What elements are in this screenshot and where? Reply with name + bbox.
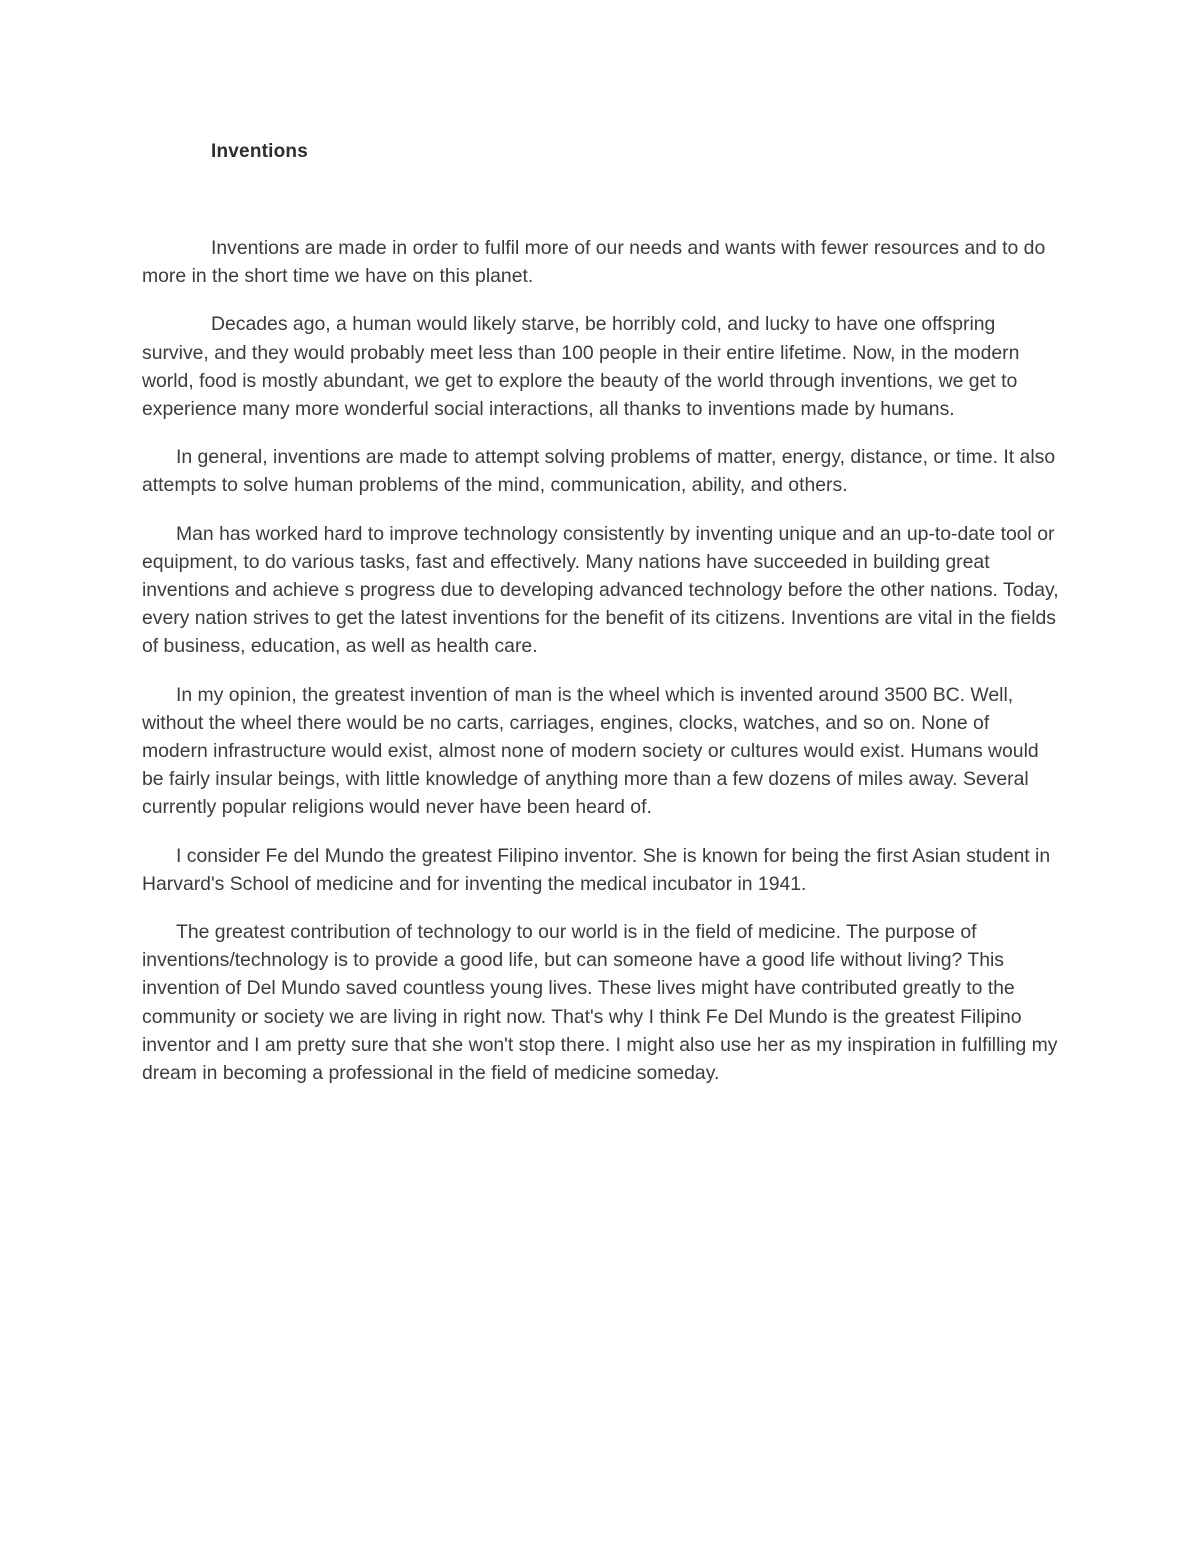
paragraph-contribution: The greatest contribution of technology to our world is in the field of medicine. The purpose of inventions/technology is to provide a good life, but can someone have a good life without living? This invention of Del Mundo saved countless young lives. These lives might have contributed greatly to the community or society we are living in right now. That's why I think Fe Del Mundo is the greatest Filipino inventor and I am pretty sure that she won't stop there. I might also use her as my inspiration in fulfilling my dream in becoming a professional in the field of medicine someday.: [142, 921, 1058, 1085]
paragraph-fe-del-mundo: I consider Fe del Mundo the greatest Filipino inventor. She is known for being the first Asian student in Harvard's School of medicine and for inventing the medical incubator in 1941.: [142, 844, 1051, 895]
document-title: Inventions: [211, 141, 309, 162]
paragraph-decades-ago: Decades ago, a human would likely starve, be horribly cold, and lucky to have one offspring survive, and they would probably meet less than 100 people in their entire lifetime. Now, in the modern world, food is mostly abundant, we get to explore the beauty of the world through inventions, we get to experience many more wonderful social interactions, all thanks to inventions made by humans.: [142, 313, 1020, 421]
paragraph-technology: Man has worked hard to improve technology consistently by inventing unique and an up-to-date tool or equipment, to do various tasks, fast and effectively. Many nations have succeeded in building great inventions and achieve s progress due to developing advanced technology before the other nations. Today, every nation strives to get the latest inventions for the benefit of its citizens. Inventions are vital in the fields of business, education, as well as health care.: [142, 522, 1059, 658]
paragraph-in-general: In general, inventions are made to attempt solving problems of matter, energy, distance, or time. It also attempts to solve human problems of the mind, communication, ability, and others.: [142, 446, 1056, 497]
paragraph-opinion-wheel: In my opinion, the greatest invention of man is the wheel which is invented around 3500 BC. Well, without the wheel there would be no carts, carriages, engines, clocks, watches, and so on. None of modern infrastructure would exist, almost none of modern society or cultures would exist. Humans would be fairly insular beings, with little knowledge of anything more than a few dozens of miles away. Several currently popular religions would never have been heard of.: [142, 683, 1039, 819]
document-body: [142, 234, 1060, 1107]
paragraph-intro: Inventions are made in order to fulfil more of our needs and wants with fewer resources and to do more in the short time we have on this planet.: [142, 237, 1046, 288]
